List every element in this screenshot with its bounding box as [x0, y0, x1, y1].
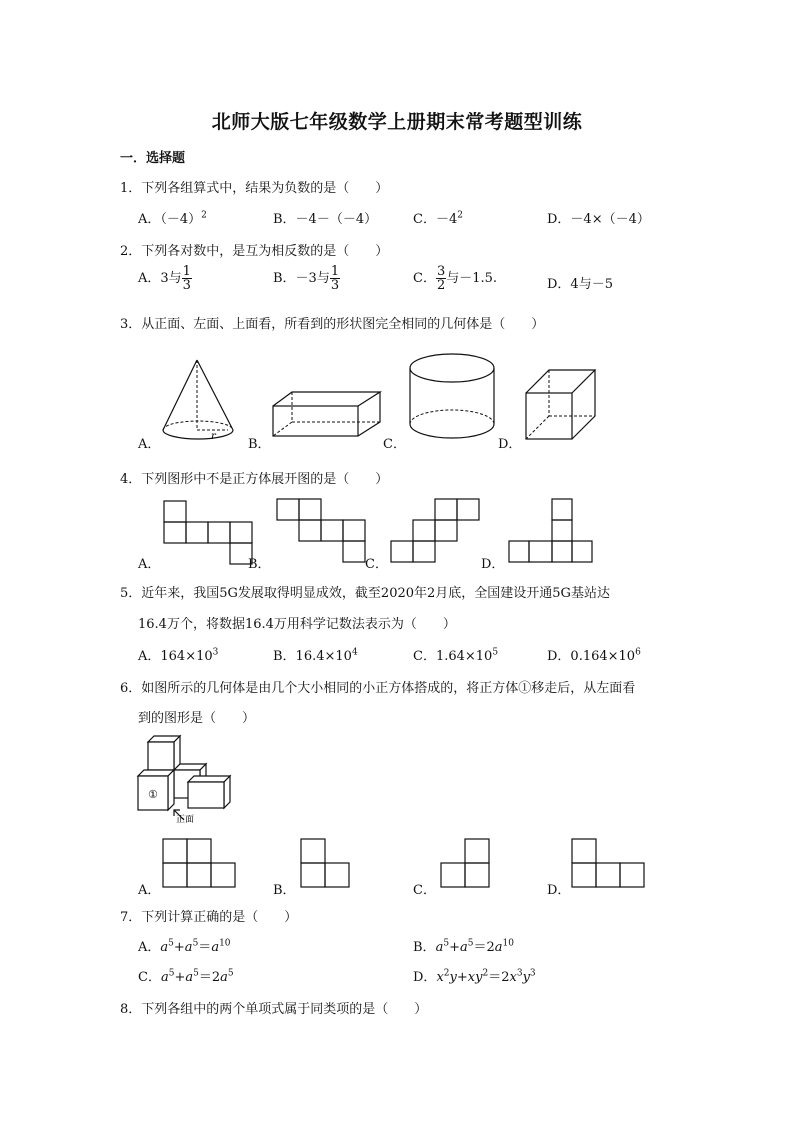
- q5-option-c[interactable]: C．$1.64\times 10^5$: [413, 647, 499, 664]
- q3-option-c[interactable]: C．: [383, 437, 406, 452]
- net-a-figure: [163, 500, 253, 570]
- q6-option-b[interactable]: B．: [273, 883, 296, 898]
- q6-option-d[interactable]: D．: [547, 883, 571, 898]
- cylinder-figure: [405, 348, 500, 443]
- page-title: 北师大版七年级数学上册期末常考题型训练: [211, 111, 583, 133]
- q6-stem-line1: 6．如图所示的几何体是由几个大小相同的小正方体搭成的，将正方体①移走后，从左面看: [120, 681, 636, 696]
- q5-option-b[interactable]: B．$16.4\times 10^4$: [273, 647, 358, 664]
- q2-option-a[interactable]: A．3与 $\frac{1}{3}$: [138, 264, 191, 293]
- q6-option-a[interactable]: A．: [138, 883, 161, 898]
- q1-option-d[interactable]: D．－4×（－4）: [547, 212, 650, 227]
- q5-option-d[interactable]: D．$0.164\times 10^6$: [547, 647, 641, 664]
- view-c-figure: [440, 838, 500, 890]
- cube-figure: [524, 368, 604, 443]
- q6-option-c[interactable]: C．: [413, 883, 436, 898]
- q2-option-c[interactable]: C． $\frac{3}{2}$ 与－1.5.: [413, 264, 498, 293]
- cuboid-figure: [270, 390, 385, 440]
- view-b-figure: [300, 838, 360, 890]
- net-b-figure: [276, 498, 366, 568]
- q2-option-b[interactable]: B．－3与 $\frac{1}{3}$: [273, 264, 340, 293]
- cube-1-label: ①: [148, 788, 158, 801]
- net-c-figure: [390, 498, 480, 568]
- q1-option-b[interactable]: B．－4－（－4）: [273, 212, 378, 227]
- q7-option-a[interactable]: A．$a^5+a^5=a^{10}$: [138, 938, 231, 955]
- q4-stem: 4．下列图形中不是正方体展开图的是（ ）: [120, 472, 389, 487]
- q1-stem: 1．下列各组算式中，结果为负数的是（ ）: [120, 181, 389, 196]
- q4-option-d[interactable]: D．: [481, 557, 505, 572]
- q7-option-b[interactable]: B．$a^5+a^5=2a^{10}$: [413, 938, 514, 955]
- section-heading: 一．选择题: [120, 151, 186, 166]
- q4-option-a[interactable]: A．: [138, 557, 161, 572]
- q3-stem: 3．从正面、左面、上面看，所看到的形状图完全相同的几何体是（ ）: [120, 317, 545, 332]
- q3-option-a[interactable]: A．: [138, 437, 161, 452]
- view-a-figure: [162, 838, 242, 890]
- q7-option-c[interactable]: C．$a^5+a^5=2a^5$: [138, 968, 234, 985]
- q7-stem: 7．下列计算正确的是（ ）: [120, 910, 298, 925]
- q3-option-b[interactable]: B．: [248, 437, 271, 452]
- q1-option-a[interactable]: A．$(-4)^2$: [138, 210, 207, 227]
- q5-stem-line2: 16.4万个，将数据16.4万用科学记数法表示为（ ）: [138, 617, 456, 632]
- cone-figure: [160, 358, 240, 443]
- q1-option-c[interactable]: C．$-4^2$: [413, 210, 463, 227]
- q5-option-a[interactable]: A．$164\times 10^3$: [138, 647, 219, 664]
- cone-radius-label: r: [211, 431, 216, 442]
- net-d-figure: [508, 498, 598, 568]
- q4-option-b[interactable]: B．: [248, 557, 271, 572]
- q2-stem: 2．下列各对数中，是互为相反数的是（ ）: [120, 244, 389, 259]
- q8-stem: 8．下列各组中的两个单项式属于同类项的是（ ）: [120, 1002, 428, 1017]
- view-d-figure: [571, 838, 651, 890]
- q4-option-c[interactable]: C．: [365, 557, 388, 572]
- q3-option-d[interactable]: D．: [498, 437, 522, 452]
- q2-option-d[interactable]: D．4与－5: [547, 277, 613, 292]
- q6-stem-line2: 到的图形是（ ）: [138, 711, 256, 726]
- front-view-label: 正面: [176, 815, 195, 825]
- q5-stem-line1: 5．近年来，我国5G发展取得明显成效，截至2020年2月底，全国建设开通5G基站达: [120, 586, 610, 601]
- q7-option-d[interactable]: D．$x^2y+xy^2=2x^3y^3$: [413, 968, 536, 985]
- stacked-cubes-figure: [134, 734, 234, 829]
